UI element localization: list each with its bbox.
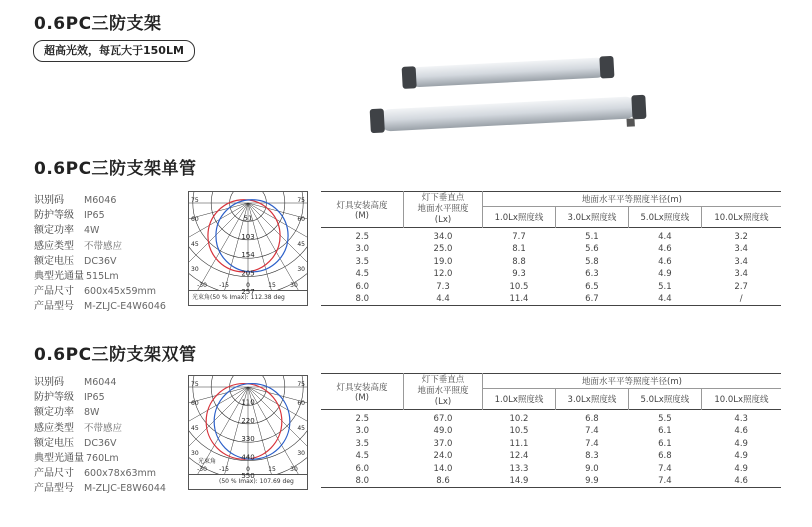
table-cell: 4.6 [658, 244, 672, 255]
table-cell: 6.1 [658, 426, 672, 437]
table-cell: / [739, 294, 743, 305]
feature-badge: 超高光效，每瓦大于150LM [33, 40, 195, 62]
table-cell: 7.4 [585, 438, 599, 449]
table-cell: 6.0 [355, 281, 370, 292]
table-cell: 24.0 [433, 451, 453, 462]
table-cell: 6.3 [585, 269, 599, 280]
angle-label: 0 [246, 466, 250, 473]
table-cell: 8.8 [512, 256, 526, 267]
table-cell: 3.5 [355, 438, 370, 449]
table-cell: 7.4 [585, 426, 599, 437]
table-cell: 8.0 [355, 294, 370, 305]
angle-label: 45 [297, 241, 305, 248]
table-cell: 11.1 [509, 438, 529, 449]
spec-row: 产品尺寸 600x78x63mm [34, 468, 157, 480]
ring-label: 51 [243, 214, 253, 223]
table-row [321, 463, 781, 475]
col-center-header: 灯下垂直点 地面水平照度 (Lx) [404, 374, 483, 410]
table-cell: 2.5 [355, 414, 370, 424]
spec-row: 典型光通量 760Lm [34, 453, 119, 465]
table-cell: 4.3 [734, 414, 748, 424]
table-cell: 4.5 [355, 269, 370, 280]
table-cell: 3.0 [355, 426, 370, 437]
beam-angle-caption: 光束角(50 % Imax): 112.38 deg [188, 291, 308, 306]
table-cell: 4.4 [658, 232, 672, 242]
table-cell: 4.9 [734, 438, 748, 449]
table-cell: 9.0 [585, 463, 599, 474]
table-cell: 6.0 [355, 463, 370, 474]
spec-row: 防护等级 IP65 [34, 210, 105, 222]
spec-row: 产品型号 M-ZLJC-E8W6044 [34, 483, 166, 495]
table-row [321, 475, 781, 488]
table-row [321, 256, 781, 268]
corner-label: 光束角 [198, 458, 217, 465]
spec-row: 产品型号 M-ZLJC-E4W6046 [34, 301, 166, 313]
table-cell: 4.6 [658, 256, 672, 267]
table-cell: 6.5 [585, 281, 599, 292]
angle-label: 60 [191, 216, 199, 223]
angle-label: 0 [246, 282, 250, 289]
table-cell: 10.5 [509, 281, 529, 292]
table-cell: 5.5 [658, 414, 672, 424]
ring-label: 110 [241, 398, 255, 407]
spec-row: 感应类型 不带感应 [34, 422, 123, 434]
spec-list-double [34, 375, 166, 497]
section-title-single: 0.6PC三防支架单管 [34, 159, 197, 179]
angle-label: 60 [297, 400, 305, 407]
angle-label: -30 [197, 282, 207, 289]
table-cell: 6.7 [585, 294, 599, 305]
ring-label: 257 [241, 288, 255, 296]
ring-label: 330 [241, 435, 255, 444]
table-cell: 12.4 [509, 451, 529, 462]
illuminance-table-double [321, 373, 781, 488]
angle-label: -30 [197, 466, 207, 473]
table-row [321, 425, 781, 437]
illuminance-table-single [321, 191, 781, 306]
table-cell: 4.9 [734, 463, 748, 474]
table-cell: 2.7 [734, 281, 748, 292]
spec-row: 额定功率 8W [34, 407, 100, 419]
table-cell: 2.5 [355, 232, 370, 242]
table-cell: 5.6 [585, 244, 599, 255]
page-title: 0.6PC三防支架 [34, 14, 162, 34]
product-image [396, 54, 652, 138]
ring-label: 154 [241, 251, 255, 260]
table-row [321, 450, 781, 462]
table-cell: 14.9 [509, 476, 529, 487]
table-cell: 6.8 [658, 451, 672, 462]
sub-col-header: 5.0Lx照度线 [628, 207, 701, 228]
sub-col-header: 1.0Lx照度线 [483, 207, 556, 228]
ring-label: 550 [241, 472, 255, 480]
spec-row: 额定电压 DC36V [34, 437, 117, 449]
tube-upper [402, 56, 615, 89]
table-cell: 4.4 [658, 294, 672, 305]
col-center-header: 灯下垂直点 地面水平照度 (Lx) [404, 192, 483, 228]
table-cell: 4.6 [734, 476, 748, 487]
angle-label: 30 [191, 450, 199, 457]
table-cell: 12.0 [433, 269, 453, 280]
table-row [321, 243, 781, 255]
tube-lower [370, 95, 647, 140]
table-cell: 4.9 [734, 451, 748, 462]
spec-row: 额定功率 4W [34, 225, 100, 237]
table-cell: 13.3 [509, 463, 529, 474]
table-cell: 5.1 [658, 281, 672, 292]
angle-label: 15 [268, 466, 276, 473]
angle-label: 30 [297, 266, 305, 273]
spec-list-single [34, 193, 166, 315]
table-cell: 5.8 [585, 256, 599, 267]
table-row [321, 268, 781, 280]
angle-label: 75 [191, 381, 199, 388]
spec-row: 识别码 M6046 [34, 195, 117, 206]
table-cell: 5.1 [585, 232, 599, 242]
table-cell: 10.2 [509, 414, 529, 424]
angle-label: 75 [191, 197, 199, 204]
angle-label: -15 [219, 282, 229, 289]
polar-diagram-single [188, 191, 308, 306]
table-cell: 7.3 [436, 281, 450, 292]
table-cell: 25.0 [433, 244, 453, 255]
ring-label: 103 [241, 232, 255, 241]
sub-col-header: 5.0Lx照度线 [628, 389, 701, 410]
ring-label: 440 [241, 453, 255, 462]
section-title-double: 0.6PC三防支架双管 [34, 345, 197, 365]
table-cell: 8.3 [585, 451, 599, 462]
angle-label: -15 [219, 466, 229, 473]
table-row [321, 281, 781, 293]
col-group-header: 地面水平平等照度半径(m) [483, 192, 782, 207]
table-cell: 49.0 [433, 426, 453, 437]
col-height-header: 灯具安装高度 (M) [336, 382, 388, 403]
sub-col-header: 10.0Lx照度线 [701, 207, 781, 228]
col-group-header: 地面水平平等照度半径(m) [483, 374, 782, 389]
angle-label: 60 [191, 400, 199, 407]
table-cell: 3.2 [734, 232, 748, 242]
angle-label: 60 [297, 216, 305, 223]
spec-row: 额定电压 DC36V [34, 255, 117, 267]
table-cell: 67.0 [433, 414, 453, 424]
table-row [321, 293, 781, 306]
sub-col-header: 3.0Lx照度线 [555, 389, 628, 410]
table-cell: 4.4 [436, 294, 450, 305]
ring-label: 205 [241, 269, 255, 278]
sub-col-header: 3.0Lx照度线 [555, 207, 628, 228]
table-cell: 8.1 [512, 244, 526, 255]
table-cell: 37.0 [433, 438, 453, 449]
sub-col-header: 10.0Lx照度线 [701, 389, 781, 410]
angle-label: 30 [191, 266, 199, 273]
angle-label: 45 [191, 425, 199, 432]
table-cell: 3.4 [734, 256, 748, 267]
spec-row: 防护等级 IP65 [34, 392, 105, 404]
table-cell: 3.4 [734, 244, 748, 255]
angle-label: 15 [268, 282, 276, 289]
table-row [321, 228, 781, 244]
table-cell: 7.4 [658, 476, 672, 487]
angle-label: 30 [290, 466, 298, 473]
table-row [321, 410, 781, 426]
ring-label: 220 [241, 416, 255, 425]
col-height-header: 灯具安装高度 (M) [336, 200, 388, 221]
table-cell: 6.1 [658, 438, 672, 449]
angle-label: 75 [297, 381, 305, 388]
table-cell: 8.0 [355, 476, 370, 487]
table-cell: 4.6 [734, 426, 748, 437]
table-cell: 9.3 [512, 269, 526, 280]
table-cell: 14.0 [433, 463, 453, 474]
angle-label: 45 [191, 241, 199, 248]
table-cell: 6.8 [585, 414, 599, 424]
spec-row: 识别码 M6044 [34, 377, 117, 388]
table-cell: 4.5 [355, 451, 370, 462]
table-cell: 3.4 [734, 269, 748, 280]
table-row [321, 438, 781, 450]
spec-row: 典型光通量 515Lm [34, 271, 119, 283]
table-cell: 19.0 [433, 256, 453, 267]
table-cell: 7.7 [512, 232, 526, 242]
spec-row: 产品尺寸 600x45x59mm [34, 286, 157, 298]
table-cell: 8.6 [436, 476, 450, 487]
table-cell: 10.5 [509, 426, 529, 437]
angle-label: 30 [297, 450, 305, 457]
table-cell: 3.0 [355, 244, 370, 255]
table-cell: 34.0 [433, 232, 453, 242]
table-cell: 9.9 [585, 476, 599, 487]
polar-diagram-double [188, 375, 308, 490]
table-cell: 7.4 [658, 463, 672, 474]
table-cell: 4.9 [658, 269, 672, 280]
angle-label: 75 [297, 197, 305, 204]
angle-label: 45 [297, 425, 305, 432]
angle-label: 30 [290, 282, 298, 289]
table-cell: 11.4 [509, 294, 529, 305]
table-cell: 3.5 [355, 256, 370, 267]
beam-angle-caption: (50 % Imax): 107.69 deg [188, 475, 308, 490]
sub-col-header: 1.0Lx照度线 [483, 389, 556, 410]
spec-row: 感应类型 不带感应 [34, 240, 123, 252]
